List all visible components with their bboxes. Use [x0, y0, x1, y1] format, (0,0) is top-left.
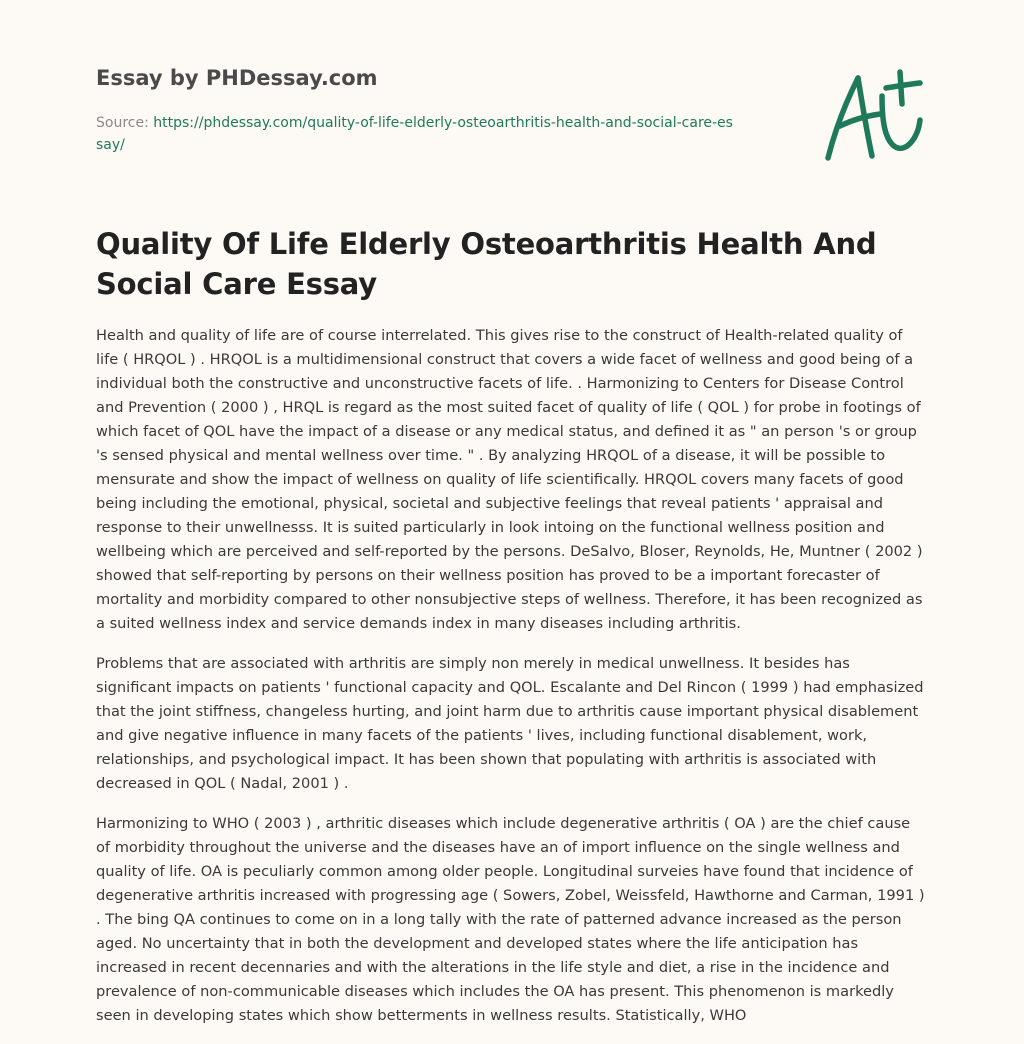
paragraph: Problems that are associated with arthritis are simply non merely in medical unwellness. It besides has significant impacts on patients ' functional capacity and QOL. Escalante and Del Rincon ( 1999 ) had emphasized that the joint stiffness, changeless hurting, and joint harm due to arthritis cause important physical disablement and give negative influence in many facets of the patients ' lives, including functional disablement, work, relationships, and psychological impact. It has been shown that populating with arthritis is associated with decreased in QOL ( Nadal, 2001 ) . [96, 655, 924, 792]
paragraph: Harmonizing to WHO ( 2003 ) , arthritic diseases which include degenerative arthritis ( OA ) are the chief cause of morbidity throughout the universe and the diseases have an of import influence on the single wellness and quality of life. OA is peculiarly common among older people. Longitudinal surveies have found that incidence of degenerative arthritis increased with progressing age ( Sowers, Zobel, Weissfeld, Hawthorne and Carman, 1991 ) . The bing QA continues to come on in a long tally with the rate of patterned advance increased as the person aged. No uncertainty that in both the development and developed states where the life anticipation has increased in recent decennaries and with the alterations in the life style and diet, a rise in the incidence and prevalence of non-communicable diseases which includes the OA has present. This phenomenon is markedly seen in developing states which show betterments in wellness results. Statistically, WHO [96, 815, 925, 1024]
a-plus-logo-icon [822, 68, 926, 164]
site-name: Essay by PHDessay.com [96, 66, 378, 90]
article-body [96, 324, 928, 1044]
source-label: Source: [96, 115, 149, 131]
paragraph: Health and quality of life are of course interrelated. This gives rise to the construct of Health-related quality of life ( HRQOL ) . HRQOL is a multidimensional construct that covers a wide facet of wellness and good being of a individual both the constructive and unconstructive facets of life. . Harmonizing to Centers for Disease Control and Prevention ( 2000 ) , HRQL is regard as the most suited facet of quality of life ( QOL ) for probe in footings of which facet of QOL have the impact of a disease or any medical status, and defined it as " an person 's or group 's sensed physical and mental wellness over time. " . By analyzing HRQOL of a disease, it will be possible to mensurate and show the impact of wellness on quality of life scientifically. HRQOL covers many facets of good being including the emotional, physical, societal and subjective feelings that reveal patients ' appraisal and response to their unwellnesss. It is suited particularly in look intoing on the functional wellness position and wellbeing which are perceived and self-reported by the persons. DeSalvo, Bloser, Reynolds, He, Muntner ( 2002 ) showed that self-reporting by persons on their wellness position has proved to be a important forecaster of mortality and morbidity compared to other nonsubjective steps of wellness. Therefore, it has been recognized as a suited wellness index and service demands index in many diseases including arthritis. [96, 327, 923, 632]
source-line [96, 112, 736, 156]
source-link[interactable]: https://phdessay.com/quality-of-life-elderly-osteoarthritis-health-and-social-care-essay/ [96, 115, 733, 153]
article-title: Quality Of Life Elderly Osteoarthritis Health And Social Care Essay [96, 227, 877, 301]
